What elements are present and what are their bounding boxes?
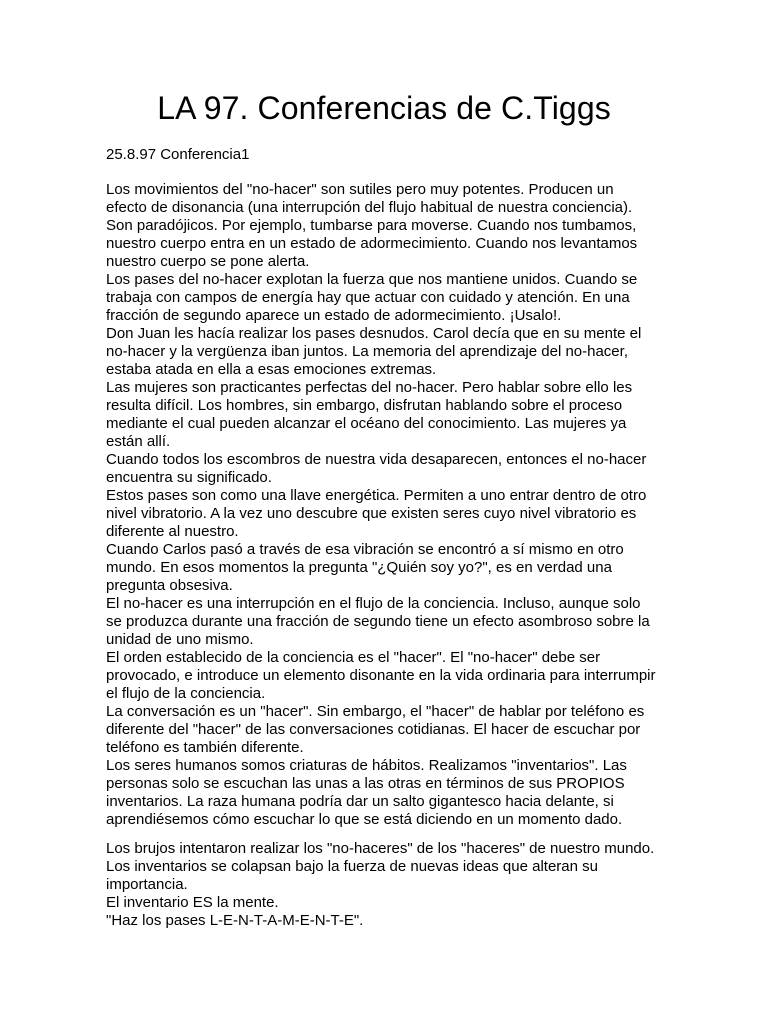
text-line: nuestro cuerpo entra en un estado de adormecimiento. Cuando nos levantamos [106,235,638,252]
text-line: estaba atada en ella a esas emociones extremas. [106,361,437,378]
document-title: LA 97. Conferencias de C.Tiggs [157,90,611,126]
text-line: resulta difícil. Los hombres, sin embargo, disfrutan hablando sobre el proceso [106,397,623,414]
paragraph-block-2 [106,840,654,930]
text-line: "Haz los pases L-E-N-T-A-M-E-N-T-E". [106,912,364,929]
date-heading: 25.8.97 Conferencia1 [106,146,250,163]
text-line: Los brujos intentaron realizar los "no-haceres" de los "haceres" de nuestro mundo. [106,840,655,857]
text-line: el flujo de la conciencia. [106,685,266,702]
text-line: fracción de segundo aparece un estado de adormecimiento. ¡Usalo!. [106,307,562,324]
text-line: aprendiésemos cómo escuchar lo que se está diciendo en un momento dado. [106,811,623,828]
text-line: Los seres humanos somos criaturas de hábitos. Realizamos "inventarios". Las [106,757,627,774]
text-line: nivel vibratorio. A la vez uno descubre que existen seres cuyo nivel vibratorio es [106,505,637,522]
text-line: Estos pases son como una llave energética. Permiten a uno entrar dentro de otro [106,487,647,504]
text-line: no-hacer y la vergüenza iban juntos. La memoria del aprendizaje del no-hacer, [106,343,628,360]
text-line: encuentra su significado. [106,469,272,486]
text-line: diferente del "hacer" de las conversaciones cotidianas. El hacer de escuchar por [106,721,641,738]
text-line: diferente al nuestro. [106,523,239,540]
text-line: provocado, e introduce un elemento disonante en la vida ordinaria para interrumpir [106,667,656,684]
text-line: Cuando todos los escombros de nuestra vida desaparecen, entonces el no-hacer [106,451,647,468]
text-line: trabaja con campos de energía hay que actuar con cuidado y atención. En una [106,289,630,306]
text-line: Los pases del no-hacer explotan la fuerza que nos mantiene unidos. Cuando se [106,271,638,288]
text-line: efecto de disonancia (una interrupción del flujo habitual de nuestra conciencia). [106,199,633,216]
text-line: mediante el cual pueden alcanzar el océano del conocimiento. Las mujeres ya [106,415,627,432]
text-line: Las mujeres son practicantes perfectas del no-hacer. Pero hablar sobre ello les [106,379,633,396]
text-line: pregunta obsesiva. [106,577,233,594]
text-line: importancia. [106,876,188,893]
text-line: Don Juan les hacía realizar los pases desnudos. Carol decía que en su mente el [106,325,642,342]
text-line: inventarios. La raza humana podría dar un salto gigantesco hacia delante, si [106,793,614,810]
text-line: personas solo se escuchan las unas a las otras en términos de sus PROPIOS [106,775,625,792]
text-line: Son paradójicos. Por ejemplo, tumbarse para moverse. Cuando nos tumbamos, [106,217,637,234]
text-line: El orden establecido de la conciencia es el "hacer". El "no-hacer" debe ser [106,649,601,666]
text-line: El no-hacer es una interrupción en el flujo de la conciencia. Incluso, aunque solo [106,595,641,612]
paragraph-block-1 [106,181,656,829]
text-line: La conversación es un "hacer". Sin embargo, el "hacer" de hablar por teléfono es [106,703,645,720]
text-line: se produzca durante una fracción de segundo tiene un efecto asombroso sobre la [106,613,650,630]
text-line: están allí. [106,433,171,450]
text-line: teléfono es también diferente. [106,739,304,756]
text-line: Cuando Carlos pasó a través de esa vibración se encontró a sí mismo en otro [106,541,624,558]
text-line: mundo. En esos momentos la pregunta "¿Quién soy yo?", es en verdad una [106,559,612,576]
text-line: unidad de uno mismo. [106,631,254,648]
text-line: El inventario ES la mente. [106,894,279,911]
text-line: Los inventarios se colapsan bajo la fuerza de nuevas ideas que alteran su [106,858,598,875]
text-line: Los movimientos del "no-hacer" son sutiles pero muy potentes. Producen un [106,181,614,198]
text-line: nuestro cuerpo se pone alerta. [106,253,310,270]
